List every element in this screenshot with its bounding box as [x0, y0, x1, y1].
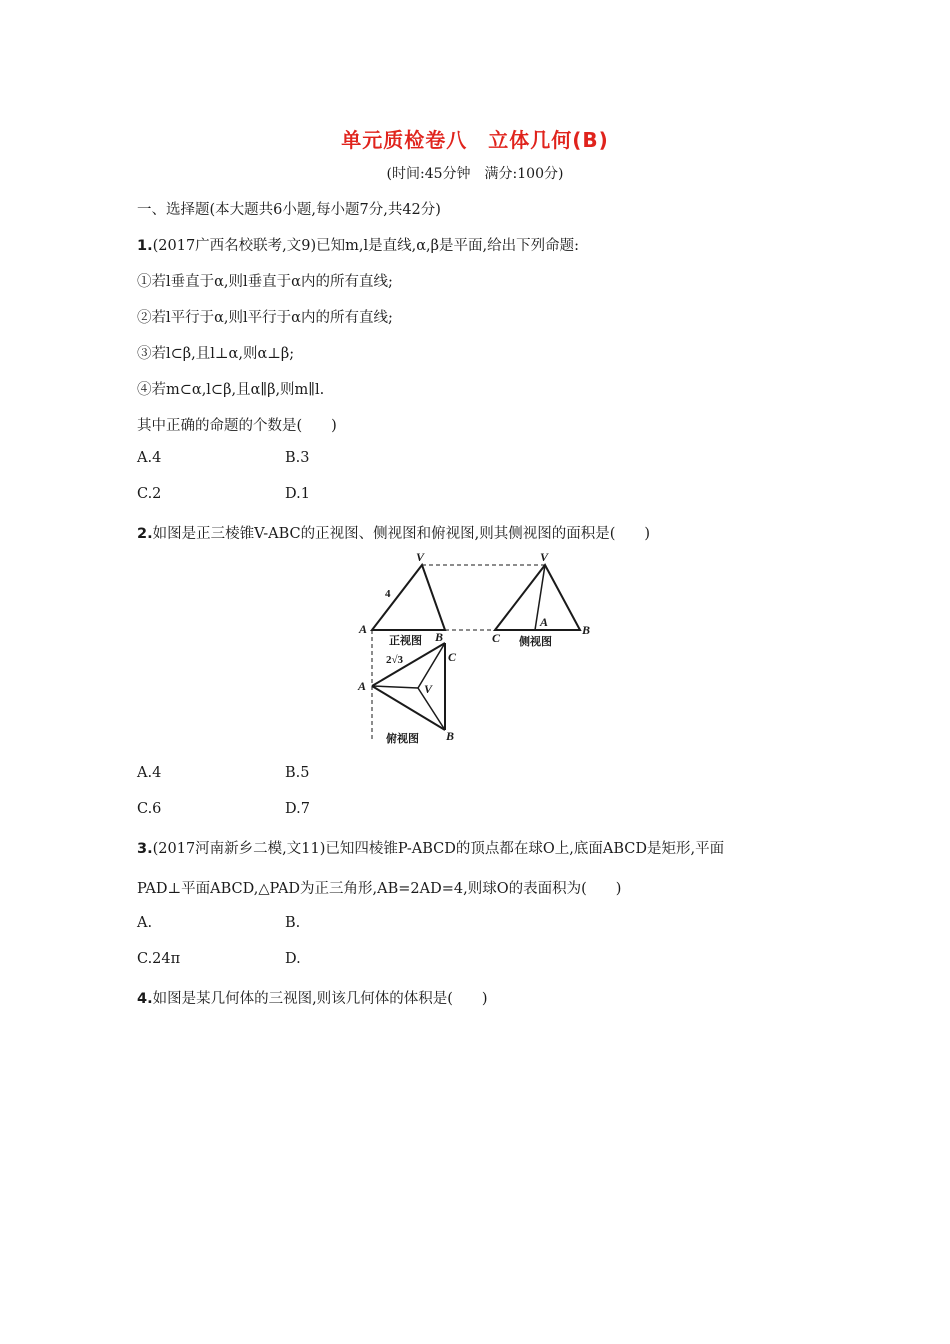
- label-b: B: [446, 729, 455, 743]
- top-view-edge: [372, 643, 445, 686]
- top-view-inner: [372, 686, 418, 688]
- label-c: C: [448, 650, 457, 664]
- question-2: [137, 522, 650, 543]
- label-v: V: [540, 550, 549, 564]
- proposition-1: ①若l垂直于α,则l垂直于α内的所有直线;: [137, 274, 393, 290]
- question-stem: 如图是某几何体的三视图,则该几何体的体积是( ): [152, 991, 488, 1007]
- label-a: A: [358, 679, 367, 693]
- label-a: A: [540, 615, 549, 629]
- length-2root3: 2√3: [386, 654, 404, 666]
- three-view-figure: [350, 548, 610, 748]
- question-3-continued: PAD⊥平面ABCD,△PAD为正三角形,AB=2AD=4,则球O的表面积为( ): [137, 881, 622, 897]
- option-d[interactable]: D.1: [285, 486, 310, 502]
- question-stem: (2017广西名校联考,文9)已知m,l是直线,α,β是平面,给出下列命题:: [152, 238, 580, 254]
- question-3: [137, 837, 724, 858]
- option-c[interactable]: C.24π: [137, 951, 181, 967]
- label-c: C: [492, 631, 501, 645]
- front-view-caption: 正视图: [389, 635, 422, 647]
- question-number: 3.: [137, 841, 153, 857]
- section-heading: 一、选择题(本大题共6小题,每小题7分,共42分): [137, 202, 441, 218]
- option-a[interactable]: A.: [137, 915, 153, 931]
- label-b: B: [435, 630, 444, 644]
- option-a[interactable]: A.4: [137, 765, 162, 781]
- side-view-triangle: [495, 565, 580, 630]
- option-b[interactable]: B.5: [285, 765, 310, 781]
- question-number: 1.: [137, 238, 153, 254]
- question-ask: 其中正确的命题的个数是( ): [137, 418, 337, 434]
- proposition-4: ④若m⊂α,l⊂β,且α∥β,则m∥l.: [137, 382, 325, 398]
- option-c[interactable]: C.6: [137, 801, 162, 817]
- exam-info: (时间:45分钟 满分:100分): [386, 166, 564, 182]
- page-title: 单元质检卷八 立体几何(B): [341, 128, 609, 152]
- question-stem: 如图是正三棱锥V-ABC的正视图、侧视图和俯视图,则其侧视图的面积是( ): [152, 526, 651, 542]
- label-b: B: [582, 623, 591, 637]
- front-view-triangle: [372, 565, 445, 630]
- option-d[interactable]: D.7: [285, 801, 310, 817]
- length-4: 4: [385, 588, 391, 600]
- option-b[interactable]: B.3: [285, 450, 310, 466]
- option-a[interactable]: A.4: [137, 450, 162, 466]
- label-v: V: [416, 550, 425, 564]
- proposition-2: ②若l平行于α,则l平行于α内的所有直线;: [137, 310, 393, 326]
- question-1: [137, 234, 579, 255]
- label-a: A: [359, 622, 368, 636]
- question-number: 4.: [137, 991, 153, 1007]
- proposition-3: ③若l⊂β,且l⊥α,则α⊥β;: [137, 346, 295, 362]
- top-view-caption: 俯视图: [386, 733, 419, 745]
- option-b[interactable]: B.: [285, 915, 301, 931]
- top-view-edge: [372, 686, 445, 730]
- question-stem: (2017河南新乡二模,文11)已知四棱锥P-ABCD的顶点都在球O上,底面ABCD是矩形,平面: [152, 841, 725, 857]
- question-number: 2.: [137, 526, 153, 542]
- label-v: V: [424, 682, 433, 696]
- question-4: [137, 987, 488, 1008]
- side-view-caption: 侧视图: [519, 636, 552, 648]
- option-d[interactable]: D.: [285, 951, 301, 967]
- option-c[interactable]: C.2: [137, 486, 162, 502]
